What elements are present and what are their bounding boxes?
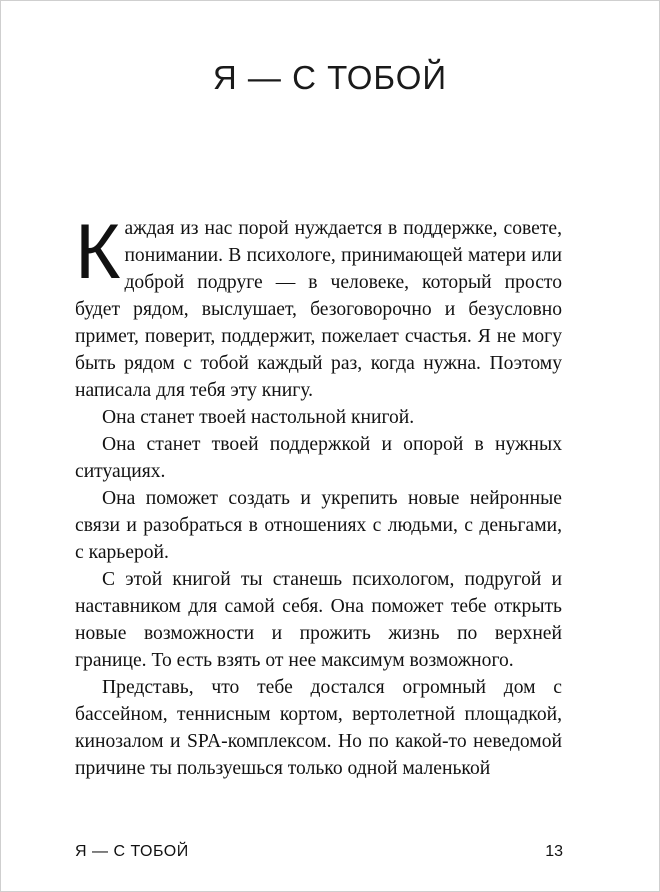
paragraph-1 bbox=[75, 207, 562, 404]
paragraph-2: Она станет твоей настольной книгой. bbox=[102, 407, 415, 428]
drop-cap: К bbox=[75, 207, 121, 295]
page-number: 13 bbox=[545, 843, 563, 860]
paragraph-4: Она поможет создать и укрепить новые нейронные связи и разобраться в отношениях с людьми, с деньгами, с карьерой. bbox=[75, 488, 562, 563]
running-head: Я — С ТОБОЙ bbox=[75, 843, 189, 860]
paragraph-5: С этой книгой ты станешь психологом, подругой и наставником для самой себя. Она поможет тебе открыть новые возможности и прожить жизнь по верхней границе. То есть взять от нее максимум возможного. bbox=[75, 569, 562, 671]
paragraph-1-text: аждая из нас порой нуждается в поддержке, совете, понимании. В психологе, принимающей матери или доброй подруге — в человеке, который просто будет рядом, выслушает, безоговорочно и безусловно примет, поверит, поддержит, пожелает счастья. Я не могу быть рядом с тобой каждый раз, когда нужна. Поэтому написала для тебя эту книгу. bbox=[75, 218, 562, 401]
chapter-title: Я — С ТОБОЙ bbox=[212, 59, 448, 96]
paragraph-3: Она станет твоей поддержкой и опорой в нужных ситуациях. bbox=[75, 434, 562, 482]
paragraph-6: Представь, что тебе достался огромный дом с бассейном, теннисным кортом, вертолетной площадкой, кинозалом и SPA-комплексом. Но по какой-то неведомой причине ты пользуешься только одной маленькой bbox=[75, 677, 562, 779]
body-text bbox=[75, 207, 562, 782]
